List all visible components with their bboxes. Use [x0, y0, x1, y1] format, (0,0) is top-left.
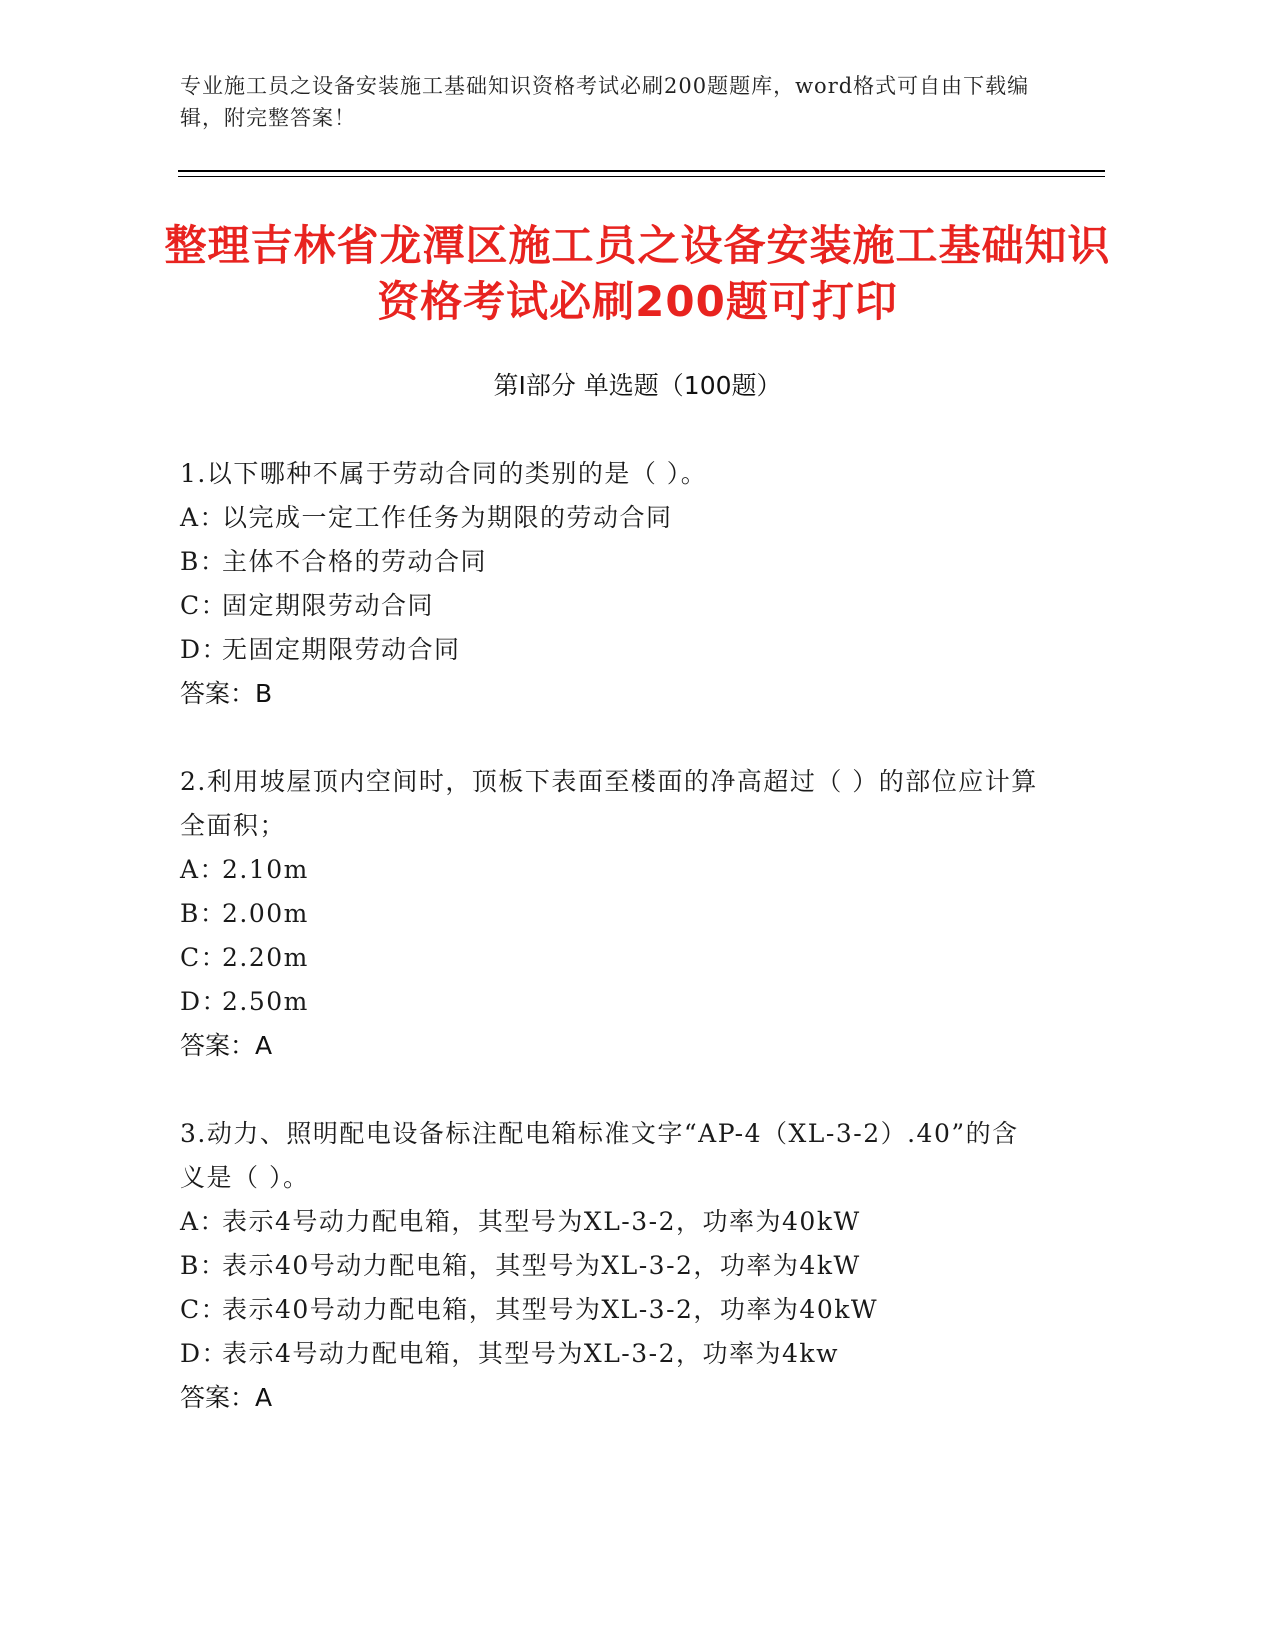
option-text: 2.50m [222, 987, 309, 1016]
option-text: 表示4号动力配电箱，其型号为XL-3-2，功率为40kW [222, 1207, 861, 1236]
option-text: 表示40号动力配电箱，其型号为XL-3-2，功率为4kW [222, 1251, 861, 1280]
question-stem: 3.动力、照明配电设备标注配电箱标准文字“AP-4（XL-3-2）.40”的含义是（ ）。 [180, 1119, 1019, 1192]
option-d [180, 1332, 1040, 1376]
option-text: 2.10m [222, 855, 309, 884]
option-letter: C： [180, 1295, 228, 1324]
option-letter: D： [180, 635, 229, 664]
option-letter: A： [180, 1207, 227, 1236]
option-b [180, 892, 1040, 936]
section-heading: 第Ⅰ部分 单选题（100题） [493, 371, 782, 400]
question-1 [180, 452, 1040, 716]
document-title: 整理吉林省龙潭区施工员之设备安装施工基础知识资格考试必刷200题可打印 [164, 221, 1111, 326]
option-letter: C： [180, 943, 228, 972]
option-text: 无固定期限劳动合同 [222, 635, 461, 664]
option-text: 2.20m [222, 943, 309, 972]
answer-line: 答案：B [180, 679, 273, 708]
option-c [180, 1288, 1040, 1332]
header-divider-thick [178, 170, 1105, 172]
option-letter: D： [180, 1339, 229, 1368]
option-text: 固定期限劳动合同 [222, 591, 435, 620]
header-note: 专业施工员之设备安装施工基础知识资格考试必刷200题题库，word格式可自由下载编辑，附完整答案！ [180, 74, 1030, 130]
option-text: 2.00m [222, 899, 309, 928]
option-b [180, 540, 1040, 584]
header-divider-thin [178, 176, 1105, 177]
option-d [180, 980, 1040, 1024]
option-c [180, 584, 1040, 628]
option-letter: B： [180, 899, 227, 928]
option-d [180, 628, 1040, 672]
option-letter: B： [180, 547, 227, 576]
option-letter: A： [180, 855, 227, 884]
question-stem: 2.利用坡屋顶内空间时，顶板下表面至楼面的净高超过（ ）的部位应计算全面积； [180, 767, 1038, 840]
option-text: 表示4号动力配电箱，其型号为XL-3-2，功率为4kw [222, 1339, 839, 1368]
option-letter: D： [180, 987, 229, 1016]
option-c [180, 936, 1040, 980]
option-letter: C： [180, 591, 228, 620]
option-letter: B： [180, 1251, 227, 1280]
question-list [180, 452, 1040, 1464]
question-3 [180, 1112, 1040, 1420]
option-letter: A： [180, 503, 227, 532]
question-2 [180, 760, 1040, 1068]
question-stem: 1.以下哪种不属于劳动合同的类别的是（ ）。 [180, 459, 708, 488]
option-text: 主体不合格的劳动合同 [222, 547, 488, 576]
answer-line: 答案：A [180, 1383, 273, 1412]
option-text: 表示40号动力配电箱，其型号为XL-3-2，功率为40kW [222, 1295, 879, 1324]
option-a [180, 496, 1040, 540]
option-a [180, 848, 1040, 892]
option-a [180, 1200, 1040, 1244]
option-text: 以完成一定工作任务为期限的劳动合同 [222, 503, 673, 532]
answer-line: 答案：A [180, 1031, 273, 1060]
option-b [180, 1244, 1040, 1288]
